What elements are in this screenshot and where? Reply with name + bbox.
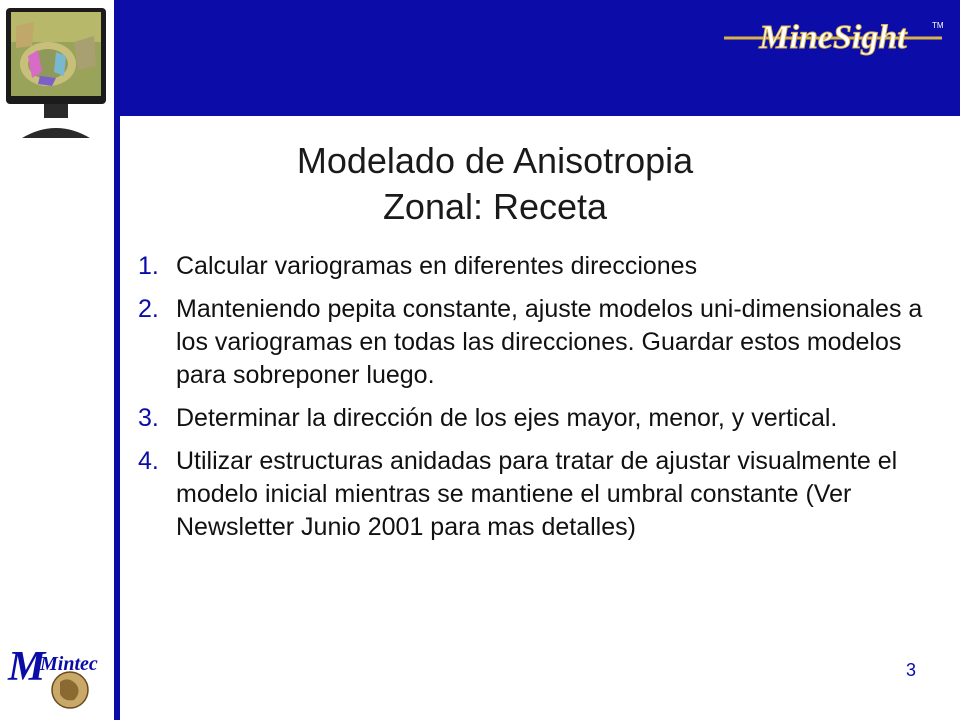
left-divider-rule bbox=[114, 0, 120, 720]
list-item bbox=[138, 250, 928, 283]
list-item-text: Calcular variogramas en diferentes direcciones bbox=[176, 252, 698, 280]
page-number: 3 bbox=[906, 660, 917, 680]
minesight-logo bbox=[718, 10, 948, 64]
list-item-number: 2. bbox=[138, 295, 159, 323]
list-item-text: Determinar la dirección de los ejes mayor, menor, y vertical. bbox=[176, 404, 838, 432]
list-item bbox=[138, 293, 928, 392]
steps-list bbox=[138, 250, 928, 554]
slide-title-line-1: Modelado de Anisotropia bbox=[296, 140, 694, 181]
slide-title bbox=[170, 138, 820, 230]
list-item bbox=[138, 402, 928, 435]
svg-text:M: M bbox=[8, 644, 46, 690]
minesight-logo-text: MineSight bbox=[759, 19, 907, 56]
list-item-text: Utilizar estructuras anidadas para tratar de ajustar visualmente el modelo inicial mientras se mantiene el umbral constante (Ver Newsletter Junio 2001 para mas detalles) bbox=[176, 447, 898, 541]
mintec-logo-text: Mintec bbox=[40, 653, 98, 675]
monitor-illustration bbox=[4, 6, 108, 142]
minesight-trademark: TM bbox=[932, 21, 944, 30]
list-item-number: 4. bbox=[138, 447, 159, 475]
list-item-number: 3. bbox=[138, 404, 159, 432]
slide-title-line-2: Zonal: Receta bbox=[382, 186, 608, 227]
mintec-logo bbox=[4, 640, 112, 712]
list-item-text: Manteniendo pepita constante, ajuste modelos uni-dimensionales a los variogramas en todas las direcciones. Guardar estos modelos para sobreponer luego. bbox=[176, 295, 923, 389]
list-item-number: 1. bbox=[138, 252, 159, 280]
list-item bbox=[138, 445, 928, 544]
